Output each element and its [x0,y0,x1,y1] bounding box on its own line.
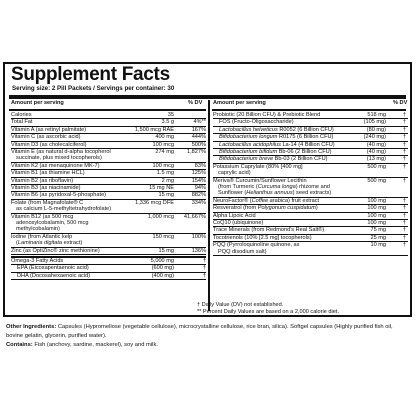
panel-title: Supplement Facts [11,64,170,85]
left-nutrient-column [11,111,206,311]
nutrient-name: Vitamin B12 (as 500 mcg adenosylcobalamin, 500 mcg methylcobalamin) [11,213,89,233]
nutrient-row [213,227,408,234]
nutrient-dv: 167% [191,126,206,133]
contains-label: Contains: [6,342,33,348]
nutrient-name: Lactobacillus acidophilus La-14 (4 Billion CFU) [219,141,335,148]
nutrient-row [11,119,206,126]
nutrient-dv: † [402,119,406,126]
nutrient-row [213,205,408,212]
thick-divider [9,95,406,99]
nutrient-amount: 10 mg [370,242,386,249]
nutrient-amount: 100 mg [367,205,386,212]
left-dv-header: % DV [188,100,203,106]
nutrient-amount: 1.5 mg [156,170,174,177]
nutrient-row [11,149,206,163]
other-ingredients-label: Other Ingredients: [6,324,57,330]
nutrient-name: EPA (Eicosapentaenoic acid) [17,265,89,272]
nutrient-row [11,112,206,119]
nutrient-dv: 41,667% [183,213,206,220]
nutrient-amount: 25 mg [370,234,386,241]
nutrient-row [213,164,408,178]
nutrient-row [11,127,206,134]
column-divider [208,100,210,311]
nutrient-amount: 1,000 mcg [147,213,174,220]
nutrient-amount: (13 mg) [366,156,386,163]
nutrient-row [213,198,408,205]
nutrient-dv: † [402,234,406,241]
nutrient-amount: (240 mg) [363,134,386,141]
nutrient-name: FOS (Fructo-Oligosaccharide) [219,119,294,126]
nutrient-amount: (400 mg) [151,272,174,279]
nutrient-row [11,234,206,248]
nutrient-row [213,178,408,198]
nutrient-row [213,134,408,141]
nutrient-row [213,112,408,119]
nutrient-amount: 5,000 mg [150,258,174,264]
nutrient-dv: 154% [191,177,206,184]
nutrient-name: Vitamin A (as retinyl palmitate) [11,126,87,133]
nutrient-dv: † [402,212,406,219]
nutrient-dv: † [202,258,206,264]
nutrient-dv: † [402,220,406,226]
nutrient-name: Tocotrienols (10% [2.5 mg] tocopherols) [213,234,312,241]
right-dv-header: % DV [393,100,408,106]
nutrient-dv: 94% [194,185,206,191]
nutrient-row [213,142,408,149]
omega-row [11,258,206,265]
nutrient-dv: † [402,177,406,184]
nutrient-amount: 518 mg [367,112,386,118]
omega-sub-row [11,273,206,280]
nutrient-amount: 500 mg [367,163,386,170]
nutrient-row [213,127,408,134]
nutrient-amount: (40 mg) [366,141,386,148]
footnote-dv: † Daily Value (DV) not established. [197,302,284,308]
nutrient-name: Resveratrol (from Polygonum cuspidatum) [213,205,318,212]
nutrient-dv: 4%** [193,119,206,126]
nutrient-name: Potassium Caprylate (80% [400 mg] caprylic acid) [213,163,303,177]
nutrient-dv: † [402,242,406,249]
nutrient-name: Bifidobacterium breve Bb-03 (2 Billion CFU) [219,156,328,163]
nutrient-amount: 100 mcg [152,162,174,169]
nutrient-name: Vitamin E (as natural d-alpha tocopherol succinate, plus mixed tocopherols) [11,149,111,162]
nutrient-dv: 100% [191,233,206,240]
nutrient-amount: (105 mg) [363,119,386,126]
nutrient-row [11,134,206,141]
nutrient-name: CoQ10 (ubiquinone) [213,220,264,226]
nutrient-name: NeuroFactor® (Coffee arabica) fruit extract [213,197,320,204]
nutrient-amount: 15 mg NE [149,185,174,191]
nutrient-dv: † [402,163,406,170]
nutrient-name: Trace Minerals (from Redmond's Real Salt®) [213,227,325,234]
nutrient-row [11,192,206,199]
nutrient-amount: 100 mg [367,220,386,226]
nutrient-row [213,119,408,126]
nutrient-dv: † [402,149,406,155]
contains-text: Fish (anchovy, sardine, mackerel), soy and milk. [34,342,158,348]
nutrient-amount: (600 mg) [151,265,174,272]
nutrient-name: Vitamin B2 (as riboflavin) [11,177,74,184]
nutrient-name: Total Fat [11,119,33,126]
nutrient-row [213,156,408,163]
nutrient-dv: † [402,205,406,212]
footnote-percent: ** Percent Daily Values are based on a 2,000 calorie diet. [197,309,340,315]
nutrient-amount: 1,336 mcg DFE [135,199,174,206]
nutrient-row [11,200,206,214]
other-ingredients-text: Capsules (Hypromellose (vegetable cellulose), microcrystalline cellulose, rice bran, silica). Softgel capsules (Highly purified fish oil, bovine gelatin, glycerin, purified water). [6,324,393,339]
nutrient-dv: 1,827% [187,149,206,155]
serving-info: Serving size: 2 Pill Packets / Servings per container: 30 [12,85,175,92]
nutrient-amount: 15 mg [158,247,174,254]
nutrient-dv: † [402,227,406,234]
nutrient-dv: † [402,156,406,163]
nutrient-dv: † [402,141,406,148]
nutrient-name: Vitamin C (as ascorbic acid) [11,134,81,141]
nutrient-amount: 100 mg [367,197,386,204]
nutrient-row [213,242,408,256]
nutrient-name: Vitamin D3 (as cholecalciferol) [11,141,87,148]
nutrient-dv: 83% [194,162,206,169]
nutrient-amount: (80 mg) [366,126,386,133]
nutrient-name: Zinc (as OptiZinc® zinc methionine) [11,247,100,254]
nutrient-amount: 100 mcg [152,141,174,148]
nutrient-dv: † [202,265,206,272]
nutrient-amount: 150 mcg [152,233,174,240]
nutrient-row [11,142,206,149]
nutrient-dv: 500% [191,141,206,148]
nutrient-row [11,248,206,255]
nutrient-amount: 1,500 mcg RAE [134,126,174,133]
nutrient-amount: (40 mg) [366,149,386,155]
left-amount-header: Amount per serving [11,100,64,106]
nutrient-amount: 274 mg [155,149,174,155]
nutrient-name: Vitamin B6 (as pyridoxal-5-phosphate) [11,192,107,199]
nutrient-dv: † [402,197,406,204]
nutrient-amount: 75 mg [370,227,386,234]
nutrient-name: PQQ (Pyrroloquinoline quinone, as PQQ disodium salt) [213,242,300,255]
nutrient-name: Meriva® Curcumin/Sunflower Lecithin (from Turmeric (Curcuma longa) rhizome and Sunflower (Helianthus annuus) seed extracts) [213,177,332,197]
nutrient-row [11,214,206,234]
nutrient-name: Lactobacillus helveticus R0052 (6 Billion CFU) [219,126,334,133]
nutrient-name: Bifidobacterium longum R0175 (6 Billion CFU) [219,134,334,141]
nutrient-name: DHA (Docosahexaenoic acid) [17,272,91,279]
nutrient-dv: 444% [191,134,206,141]
nutrient-name: Bifidobacterium bifidum Bb-06 (2 Billion CFU) [219,149,332,155]
contains-statement [6,341,411,350]
nutrient-dv: † [402,134,406,141]
nutrient-row [213,235,408,242]
nutrient-name: Omega-3 Fatty Acids [11,258,64,264]
nutrient-dv: 136% [191,247,206,254]
nutrient-row [11,163,206,170]
other-ingredients [6,323,411,340]
nutrient-name: Probiotic (20 Billion CFU) & Prebiotic Blend [213,112,321,118]
nutrient-amount: 15 mg [158,192,174,199]
nutrient-name: Vitamin K2 (as menaquinone MK-7) [11,162,100,169]
nutrient-name: Iodine (from Atlantic kelp (Laminaria digitata extract) [11,233,83,247]
nutrient-amount: 35 [167,112,174,118]
nutrient-name: Vitamin B3 (as niacinamide) [11,185,81,191]
nutrient-row [11,170,206,177]
nutrient-name: Vitamin B1 (as thiamine HCL) [11,170,85,177]
nutrient-row [213,149,408,156]
nutrient-dv: † [202,272,206,279]
nutrient-dv: † [402,126,406,133]
right-amount-header: Amount per serving [213,100,266,106]
nutrient-dv: 334% [191,199,206,206]
nutrient-name: Folate (from Magnafolate® C as calcium L-5-methyltetrahydrofolate) [11,199,112,213]
supplement-facts-panel [3,62,412,317]
nutrient-dv: † [402,112,406,118]
nutrient-amount: 100 mg [367,212,386,219]
nutrient-amount: 2 mg [161,177,174,184]
omega-sub-row [11,265,206,272]
nutrient-amount: 400 mg [155,134,174,141]
nutrient-row [213,213,408,220]
right-nutrient-column [213,111,408,311]
nutrient-row [11,178,206,185]
nutrient-name: Alpha Lipoic Acid [213,212,256,219]
nutrient-dv: 882% [191,192,206,199]
nutrient-amount: 500 mg [367,177,386,184]
nutrient-dv: 125% [191,170,206,177]
nutrient-amount: 3.5 g [161,119,174,126]
nutrient-row [11,185,206,192]
nutrient-name: Calories [11,112,32,118]
